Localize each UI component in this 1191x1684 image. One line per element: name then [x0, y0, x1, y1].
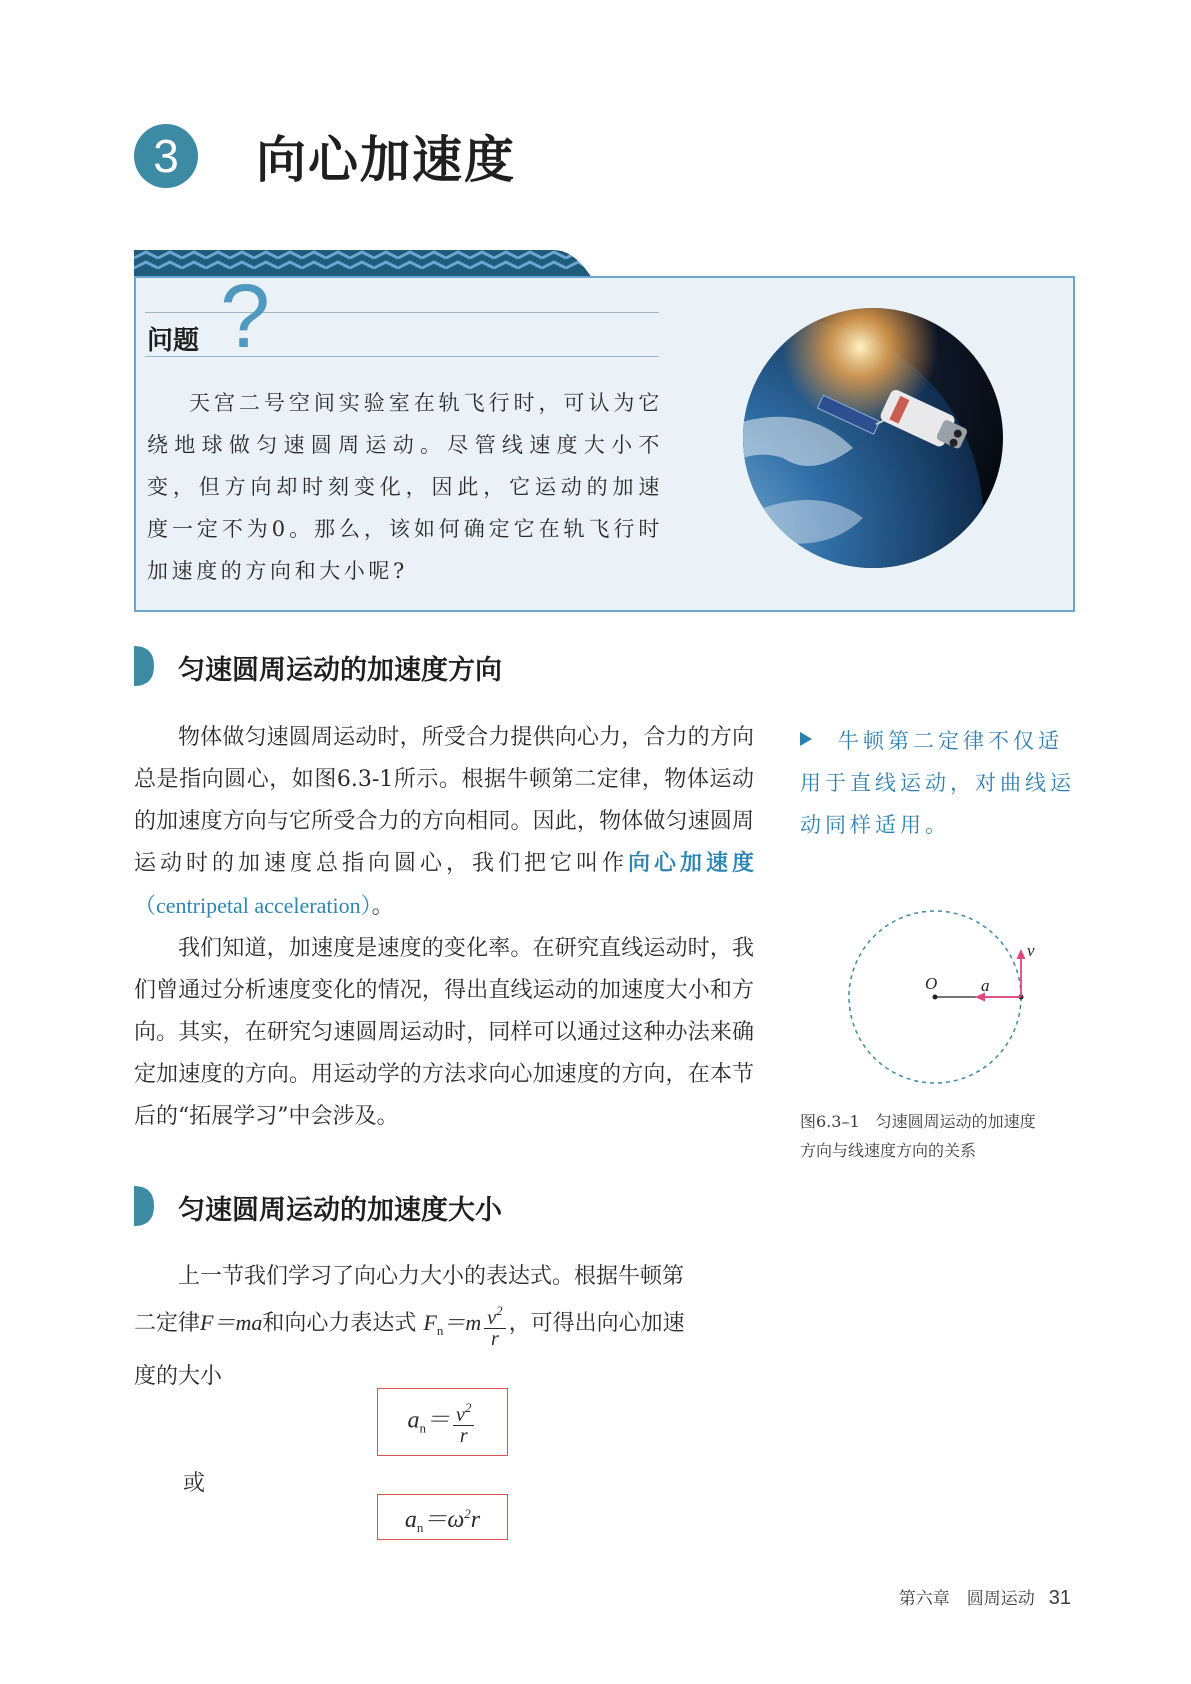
label-a: a: [981, 976, 990, 995]
formula-newton-second-law: F＝ma: [200, 1310, 263, 1335]
magnitude-text-b: 和向心力表达式: [262, 1311, 417, 1336]
side-note-text: 牛顿第二定律不仅适用于直线运动，对曲线运动同样适用。: [800, 729, 1075, 837]
page-footer: [899, 1584, 1071, 1610]
formula-centripetal-force: $F_n=m$ $\frac{v^2}{r}$: [423, 1310, 508, 1335]
side-note: [800, 720, 1082, 846]
figure-caption: [800, 1107, 1090, 1165]
direction-paragraph-1: [134, 717, 754, 928]
figure-caption-line2: 方向与线速度方向的关系: [800, 1141, 977, 1160]
problem-paragraph: 天宫二号空间实验室在轨飞行时，可认为它绕地球做匀速圆周运动。尽管线速度大小不变，但方向却时刻变化，因此，它运动的加速度一定不为0。那么，该如何确定它在轨飞行时加速度的方向和大小呢?: [147, 391, 663, 583]
section-number-badge: 3: [134, 124, 198, 188]
formula-an-v2-over-r: $a_n=$ $\frac{v^2}{r}$: [408, 1398, 478, 1446]
problem-text: [147, 382, 663, 592]
figure-circle-diagram: [843, 905, 1053, 1095]
magnitude-paragraph-2: [134, 1298, 754, 1356]
subsection-title-magnitude: 匀速圆周运动的加速度大小: [178, 1195, 502, 1226]
direction-paragraph-2: 我们知道，加速度是速度的变化率。在研究直线运动时，我们曾通过分析速度变化的情况，得出直线运动的加速度大小和方向。其实，在研究匀速圆周运动时，同样可以通过这种办法来确定加速度的方向。用运动学的方法求向心加速度的方向，在本节后的“拓展学习”中会涉及。: [134, 936, 754, 1129]
magnitude-body: [134, 1256, 754, 1398]
formula-box-velocity: [377, 1388, 508, 1456]
subsection-marker-icon: [134, 1186, 154, 1226]
label-v: v: [1027, 941, 1035, 960]
question-mark-icon: ?: [220, 267, 271, 367]
magnitude-paragraph-1: 上一节我们学习了向心力大小的表达式。根据牛顿第: [178, 1264, 685, 1289]
problem-box-tab: [134, 250, 592, 278]
direction-text-after: 。: [371, 894, 394, 919]
keyterm-centripetal-acceleration: 向心加速度: [627, 851, 754, 876]
problem-label: 问题: [147, 326, 200, 356]
subsection-title-direction: 匀速圆周运动的加速度方向: [178, 655, 502, 686]
formula-box-omega: [377, 1494, 508, 1540]
direction-text-before: 物体做匀速圆周运动时，所受合力提供向心力，合力的方向总是指向圆心，如图6.3-1所示。根据牛顿第二定律，物体运动的加速度方向与它所受合力的方向相同。因此，物体做匀速圆周运动时的加速度总指向圆心，我们把它叫作: [134, 725, 754, 876]
label-o: O: [925, 974, 938, 993]
footer-chapter: 第六章 圆周运动: [898, 1589, 1035, 1609]
tiangong-earth-photo: [743, 308, 1003, 568]
keyterm-english: （centripetal acceleration）: [134, 893, 372, 918]
page-number: 31: [1048, 1587, 1071, 1609]
direction-body: [134, 717, 754, 1138]
figure-caption-line1: 图6.3–1 匀速圆周运动的加速度: [800, 1112, 1036, 1131]
section-title: 向心加速度: [256, 131, 516, 189]
magnitude-text-c: ，可得出向心加速: [508, 1311, 685, 1336]
magnitude-paragraph-3: 度的大小: [134, 1364, 223, 1389]
formula-an-omega2-r: $a_n=\omega^2r$: [404, 1505, 481, 1535]
magnitude-text-a: 二定律: [134, 1311, 201, 1336]
subsection-marker-icon: [134, 646, 154, 686]
or-text: 或: [183, 1471, 206, 1496]
